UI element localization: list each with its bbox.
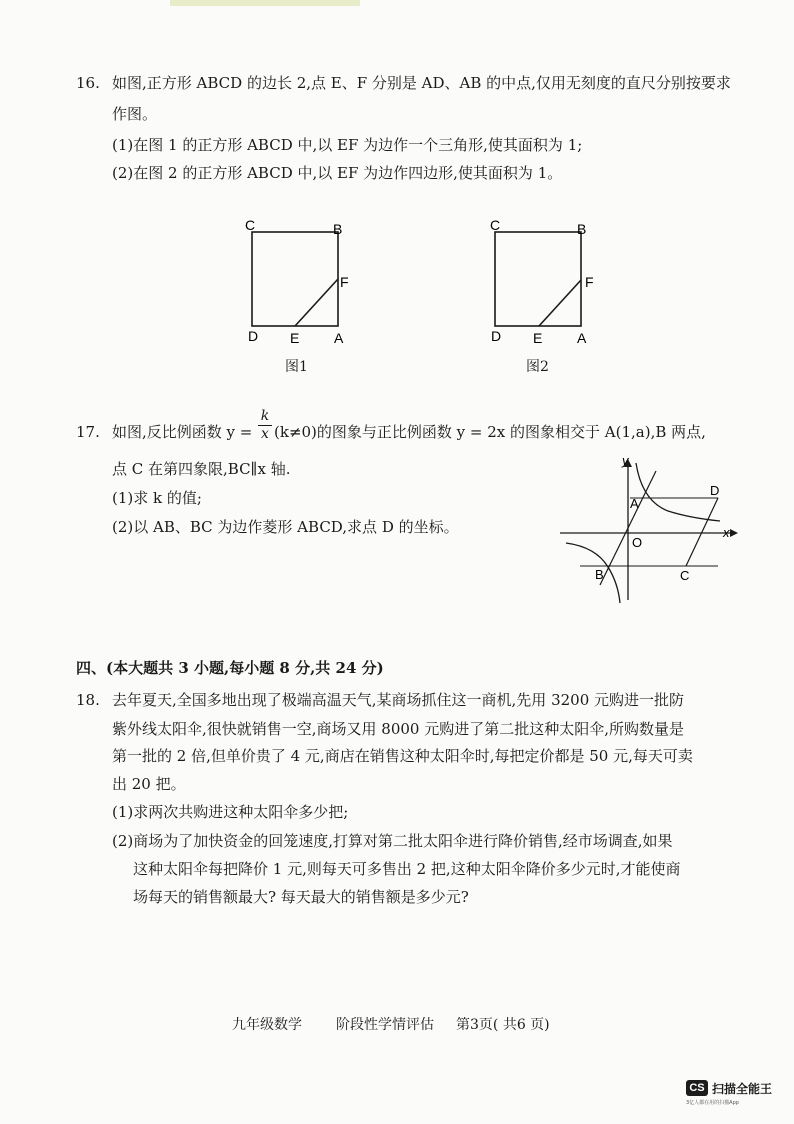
graph-label-c: C: [680, 568, 690, 583]
scanner-tagline: 3亿人都在用的扫描App: [686, 1100, 739, 1106]
q18-part2-line2: 这种太阳伞每把降价 1 元,则每天可多售出 2 把,这种太阳伞降价多少元时,才能使商: [133, 860, 681, 878]
q17-number: 17.: [76, 423, 100, 441]
q16-stem-line2: 作图。: [112, 105, 158, 123]
graph-label-y: y: [622, 455, 629, 468]
q17-fraction-numerator: k: [260, 408, 270, 424]
q16-part2: (2)在图 2 的正方形 ABCD 中,以 EF 为边作四边形,使其面积为 1。: [112, 164, 563, 182]
fig2-segment-ef: [539, 280, 581, 326]
fig2-label-c: C: [490, 217, 501, 233]
fig2-label-e: E: [533, 330, 543, 346]
fig1-segment-ef: [295, 279, 338, 326]
q16-stem-line1: 如图,正方形 ABCD 的边长 2,点 E、F 分别是 AD、AB 的中点,仅用无刻度的直尺分别按要求: [112, 74, 731, 92]
fig1-label-f: F: [340, 274, 349, 290]
fig2-caption: 图2: [526, 359, 549, 375]
q17-graph: [560, 455, 740, 605]
q18-stem-line4: 出 20 把。: [112, 775, 186, 793]
q17-stem-line2: 点 C 在第四象限,BC∥x 轴.: [112, 460, 291, 478]
graph-label-a: A: [630, 496, 639, 511]
q16-part1: (1)在图 1 的正方形 ABCD 中,以 EF 为边作一个三角形,使其面积为 1;: [112, 136, 583, 154]
footer-page: 第3页( 共6 页): [456, 1017, 550, 1033]
q18-part1: (1)求两次共购进这种太阳伞多少把;: [112, 803, 349, 821]
q16-number: 16.: [76, 74, 100, 92]
top-edge-strip: [170, 0, 360, 6]
q17-fraction: [258, 408, 272, 443]
fig2-label-d: D: [491, 328, 502, 344]
fig1-label-b: B: [333, 221, 343, 237]
q17-stem-part-b: (k≠0)的图象与正比例函数 y = 2x 的图象相交于 A(1,a),B 两点,: [274, 423, 706, 441]
fig1-label-c: C: [245, 217, 256, 233]
graph-label-x: x: [723, 525, 730, 540]
graph-label-o: O: [632, 535, 643, 550]
q17-stem-part-a: 如图,反比例函数 y =: [112, 423, 253, 441]
q18-stem-line2: 紫外线太阳伞,很快就销售一空,商场又用 8000 元购进了第二批这种太阳伞,所购数量是: [112, 720, 685, 738]
fig1-label-d: D: [248, 328, 259, 344]
fig1-label-a: A: [334, 330, 344, 346]
x-axis-arrow: [730, 529, 738, 537]
fig2-label-b: B: [577, 221, 587, 237]
fig1-caption: 图1: [285, 359, 308, 375]
q18-number: 18.: [76, 691, 100, 709]
q17-part1: (1)求 k 的值;: [112, 489, 202, 507]
fig1-label-e: E: [290, 330, 300, 346]
hyperbola-q3: [566, 543, 620, 603]
q18-stem-line1: 去年夏天,全国多地出现了极端高温天气,某商场抓住这一商机,先用 3200 元购进一批防: [112, 691, 685, 709]
footer-subject: 九年级数学: [232, 1017, 302, 1033]
q16-figure2: [485, 210, 605, 350]
fig1-square: [252, 232, 338, 326]
graph-label-d: D: [710, 483, 720, 498]
q18-stem-line3: 第一批的 2 倍,但单价贵了 4 元,商店在销售这种太阳伞时,每把定价都是 50 元,每天可卖: [112, 747, 693, 765]
footer-assessment: 阶段性学情评估: [336, 1017, 434, 1033]
q16-figure1: [240, 210, 360, 350]
fig2-square: [495, 232, 581, 326]
fig2-label-f: F: [585, 274, 594, 290]
q18-part2-line3: 场每天的销售额最大? 每天最大的销售额是多少元?: [133, 888, 469, 906]
line-cd: [686, 498, 718, 566]
graph-label-b: B: [595, 567, 604, 582]
scanner-logo-badge: CS: [686, 1080, 708, 1096]
scanner-brand-name: 扫描全能王: [712, 1082, 773, 1096]
q17-fraction-denominator: x: [258, 425, 272, 443]
q18-part2-line1: (2)商场为了加快资金的回笼速度,打算对第二批太阳伞进行降价销售,经市场调查,如果: [112, 832, 673, 850]
q17-part2: (2)以 AB、BC 为边作菱形 ABCD,求点 D 的坐标。: [112, 518, 459, 536]
fig2-label-a: A: [577, 330, 587, 346]
hyperbola-q1: [636, 463, 720, 521]
section4-heading: 四、(本大题共 3 小题,每小题 8 分,共 24 分): [76, 659, 384, 677]
